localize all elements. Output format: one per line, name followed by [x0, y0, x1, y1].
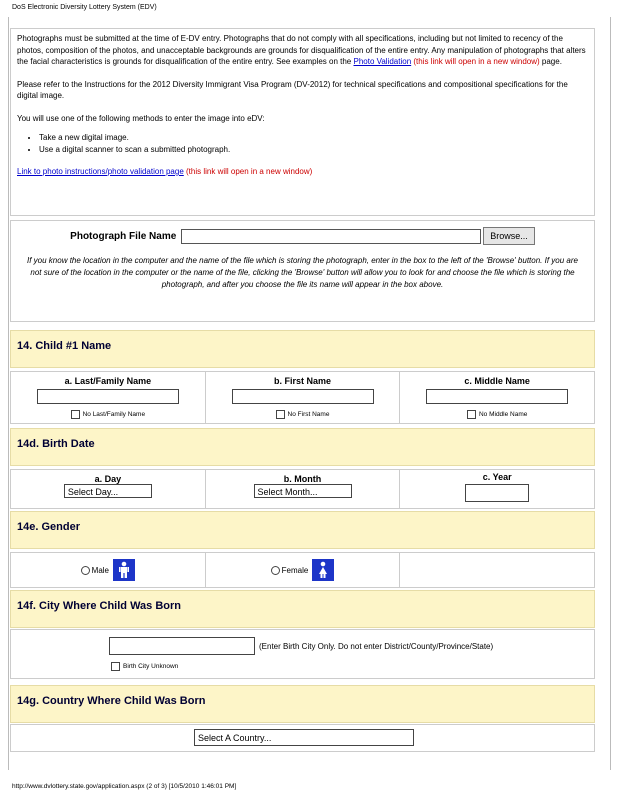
female-radio[interactable] — [271, 566, 280, 575]
page-footer: http://www.dvlottery.state.gov/application.aspx (2 of 3) [10/5/2010 1:46:01 PM] — [12, 783, 237, 790]
birth-country-panel — [10, 724, 595, 752]
female-cell — [206, 553, 401, 587]
child-name-fields — [10, 371, 595, 424]
middle-name-cell: c. Middle Name No Middle Name — [400, 372, 594, 423]
birth-city-unknown-label: Birth City Unknown — [123, 663, 179, 671]
photo-info-paragraph-1: Photographs must be submitted at the time of E-DV entry. Photographs that do not comply with all specifications, including but not limited to recency of the photos, composition of the photos, and unacceptable backgrounds are grounds for disqualification of the entire entry. Any manipulation of photographs that alters the facial characteristics is grounds for disqualification of the entire entry. See examples on the Photo Validation (this link will open in a new window) page. — [17, 34, 586, 66]
methods-list — [17, 132, 588, 155]
day-select[interactable]: Select Day... — [64, 484, 152, 498]
no-last-name-checkbox[interactable] — [71, 410, 80, 419]
birth-country-heading: 14g. Country Where Child Was Born — [10, 685, 595, 723]
year-label: c. Year — [482, 472, 512, 482]
browse-button[interactable]: Browse... — [483, 227, 535, 245]
first-name-cell: b. First Name No First Name — [206, 372, 401, 423]
new-window-note: (this link will open in a new window) — [186, 167, 313, 176]
middle-name-label: c. Middle Name — [464, 376, 530, 386]
gender-heading: 14e. Gender — [10, 511, 595, 549]
upload-help-text: If you know the location in the computer and the name of the file which is storing the photograph, enter in the box to the left of the 'Browse' button. If you are not sure of the location in the computer or the name of the file, clicking the 'Browse' button will allow you to look for and choose the file which is storing the photograph, and after you choose the file its name will appear in the box above. — [27, 256, 578, 289]
male-radio[interactable] — [81, 566, 90, 575]
list-item: • Use a digital scanner to scan a submitted photograph. — [39, 144, 588, 156]
photo-upload-panel — [10, 220, 595, 322]
last-name-label: a. Last/Family Name — [64, 376, 152, 386]
photo-info-paragraph-2: Please refer to the Instructions for the 2012 Diversity Immigrant Visa Program (DV-2012) for technical specifications and compositional specifications for the digital image. — [17, 79, 568, 100]
year-cell — [400, 470, 594, 508]
birth-date-fields — [10, 469, 595, 509]
last-name-cell: a. Last/Family Name No Last/Family Name — [11, 372, 206, 423]
month-select[interactable]: Select Month... — [254, 484, 352, 498]
month-label: b. Month — [283, 474, 322, 484]
month-cell — [206, 470, 401, 508]
female-label: Female — [281, 565, 309, 575]
day-cell — [11, 470, 206, 508]
list-item: • Take a new digital image. — [39, 132, 588, 144]
male-label: Male — [91, 565, 109, 575]
no-middle-name-checkbox[interactable] — [467, 410, 476, 419]
no-first-name-checkbox[interactable] — [276, 410, 285, 419]
birth-city-heading: 14f. City Where Child Was Born — [10, 590, 595, 628]
male-icon — [113, 559, 135, 581]
birth-city-unknown-checkbox[interactable] — [111, 662, 120, 671]
new-window-note: (this link will open in a new window) — [413, 57, 540, 66]
photo-info-paragraph-3: You will use one of the following methods to enter the image into eDV: — [17, 113, 265, 123]
photo-file-input[interactable] — [181, 229, 481, 244]
day-label: a. Day — [94, 474, 122, 484]
photo-instructions-link[interactable]: Link to photo instructions/photo validation page — [17, 167, 184, 176]
photo-file-name-label: Photograph File Name — [70, 230, 177, 242]
last-name-input[interactable] — [37, 389, 179, 404]
birth-city-hint: (Enter Birth City Only. Do not enter District/County/Province/State) — [259, 641, 494, 651]
first-name-input[interactable] — [232, 389, 374, 404]
male-cell — [11, 553, 206, 587]
child-name-heading: 14. Child #1 Name — [10, 330, 595, 368]
female-icon — [312, 559, 334, 581]
birth-city-input[interactable] — [109, 637, 255, 655]
photo-validation-link[interactable]: Photo Validation — [353, 57, 412, 66]
first-name-label: b. First Name — [274, 376, 332, 386]
year-input[interactable] — [465, 484, 529, 502]
birth-city-panel — [10, 629, 595, 679]
country-select[interactable]: Select A Country... — [194, 729, 414, 746]
page-header: DoS Electronic Diversity Lottery System (EDV) — [12, 4, 157, 11]
birth-date-heading: 14d. Birth Date — [10, 428, 595, 466]
photo-info-panel — [10, 28, 595, 216]
middle-name-input[interactable] — [426, 389, 568, 404]
empty-cell — [400, 553, 594, 587]
gender-fields — [10, 552, 595, 588]
